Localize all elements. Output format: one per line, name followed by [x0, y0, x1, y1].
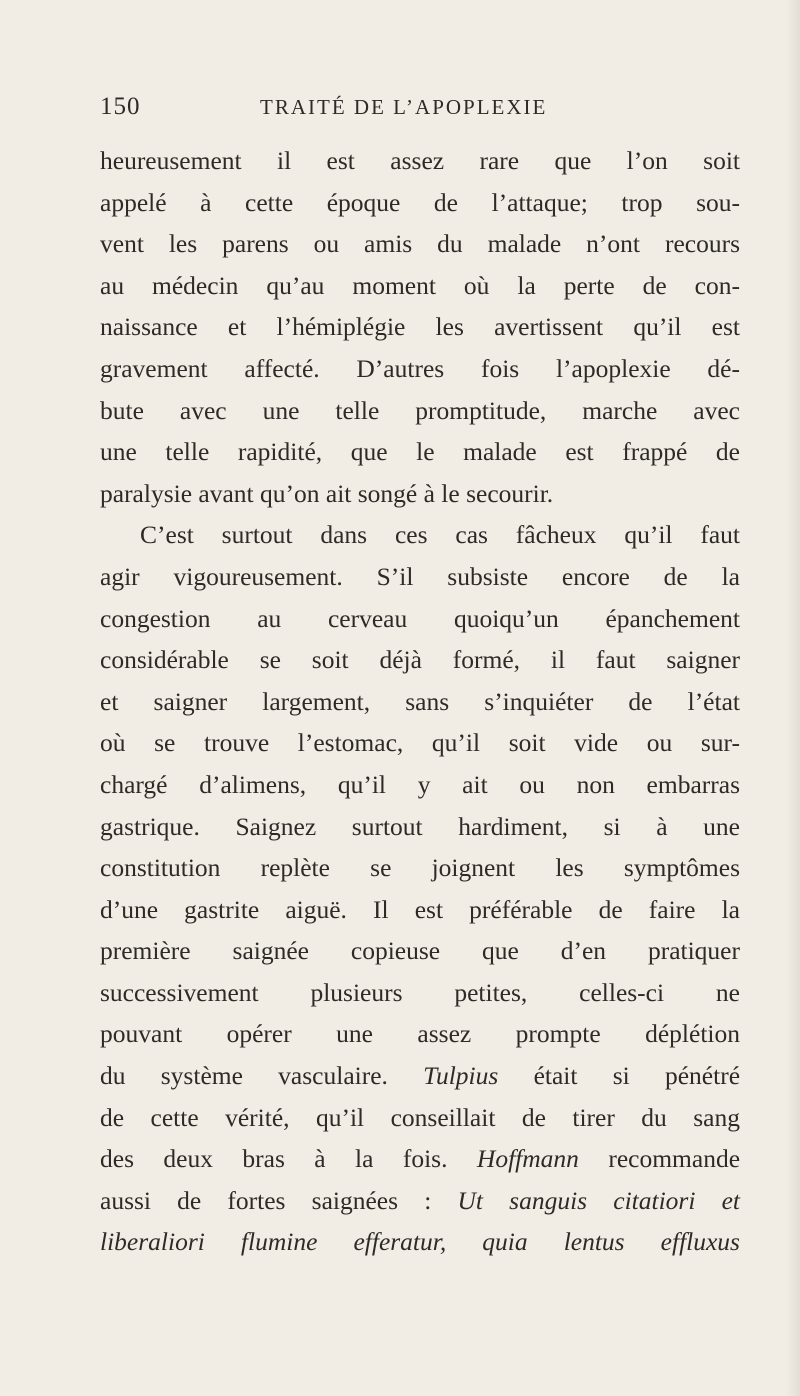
text-line: d’une gastrite aiguë. Il est préférable de faire la — [100, 894, 740, 924]
latin-quote: liberaliori flumine efferatur, quia lentus effluxus — [100, 1227, 740, 1257]
text-line: congestion au cerveau quoiqu’un épanchement — [100, 603, 740, 633]
text-segment: des deux bras à la fois. — [100, 1144, 448, 1174]
text-line: pouvant opérer une assez prompte déplétion — [100, 1019, 740, 1049]
text-line: appelé à cette époque de l’attaque; trop sou- — [100, 187, 740, 217]
author-name-hoffmann: Hoffmann — [476, 1144, 579, 1174]
running-title: TRAITÉ DE L’APOPLEXIE — [260, 95, 548, 119]
page-number: 150 — [100, 93, 141, 120]
text-line: naissance et l’hémiplégie les avertissent qu’il est — [100, 312, 740, 342]
text-line: première saignée copieuse que d’en pratiquer — [100, 936, 740, 966]
text-line — [100, 1221, 740, 1263]
text-segment: était si pénétré — [533, 1061, 741, 1091]
page-edge-shadow — [786, 0, 800, 1396]
text-line: de cette vérité, qu’il conseillait de tirer du sang — [100, 1102, 740, 1132]
text-line: C’est surtout dans ces cas fâcheux qu’il faut — [140, 520, 740, 550]
text-segment: aussi de fortes saignées : — [100, 1185, 432, 1215]
text-line: considérable se soit déjà formé, il faut saigner — [100, 645, 740, 675]
text-line: constitution replète se joignent les symptômes — [100, 853, 740, 883]
text-line: une telle rapidité, que le malade est frappé de — [100, 437, 740, 467]
text-line — [100, 1180, 740, 1222]
text-line: bute avec une telle promptitude, marche avec — [100, 395, 740, 425]
text-line: gastrique. Saignez surtout hardiment, si à une — [100, 811, 740, 841]
text-line: et saigner largement, sans s’inquiéter de l’état — [100, 686, 740, 716]
body-text — [100, 140, 740, 1263]
text-line — [100, 1138, 740, 1180]
text-line: gravement affecté. D’autres fois l’apoplexie dé- — [100, 353, 740, 383]
running-header — [100, 93, 740, 129]
text-line — [100, 1055, 740, 1097]
text-line: paralysie avant qu’on ait songé à le secourir. — [100, 478, 554, 508]
text-line: où se trouve l’estomac, qu’il soit vide ou sur- — [100, 728, 740, 758]
text-line: successivement plusieurs petites, celles-ci ne — [100, 977, 740, 1007]
latin-quote: Ut sanguis citatiori et — [457, 1185, 741, 1215]
text-line: agir vigoureusement. S’il subsiste encore de la — [100, 561, 740, 591]
text-segment: du système vasculaire. — [100, 1061, 388, 1091]
text-segment: recommande — [608, 1144, 741, 1174]
text-line: heureusement il est assez rare que l’on soit — [100, 146, 740, 175]
text-line: au médecin qu’au moment où la perte de con- — [100, 270, 740, 300]
author-name-tulpius: Tulpius — [423, 1061, 499, 1091]
text-line: chargé d’alimens, qu’il y ait ou non embarras — [100, 769, 740, 799]
text-line: vent les parens ou amis du malade n’ont recours — [100, 229, 740, 259]
